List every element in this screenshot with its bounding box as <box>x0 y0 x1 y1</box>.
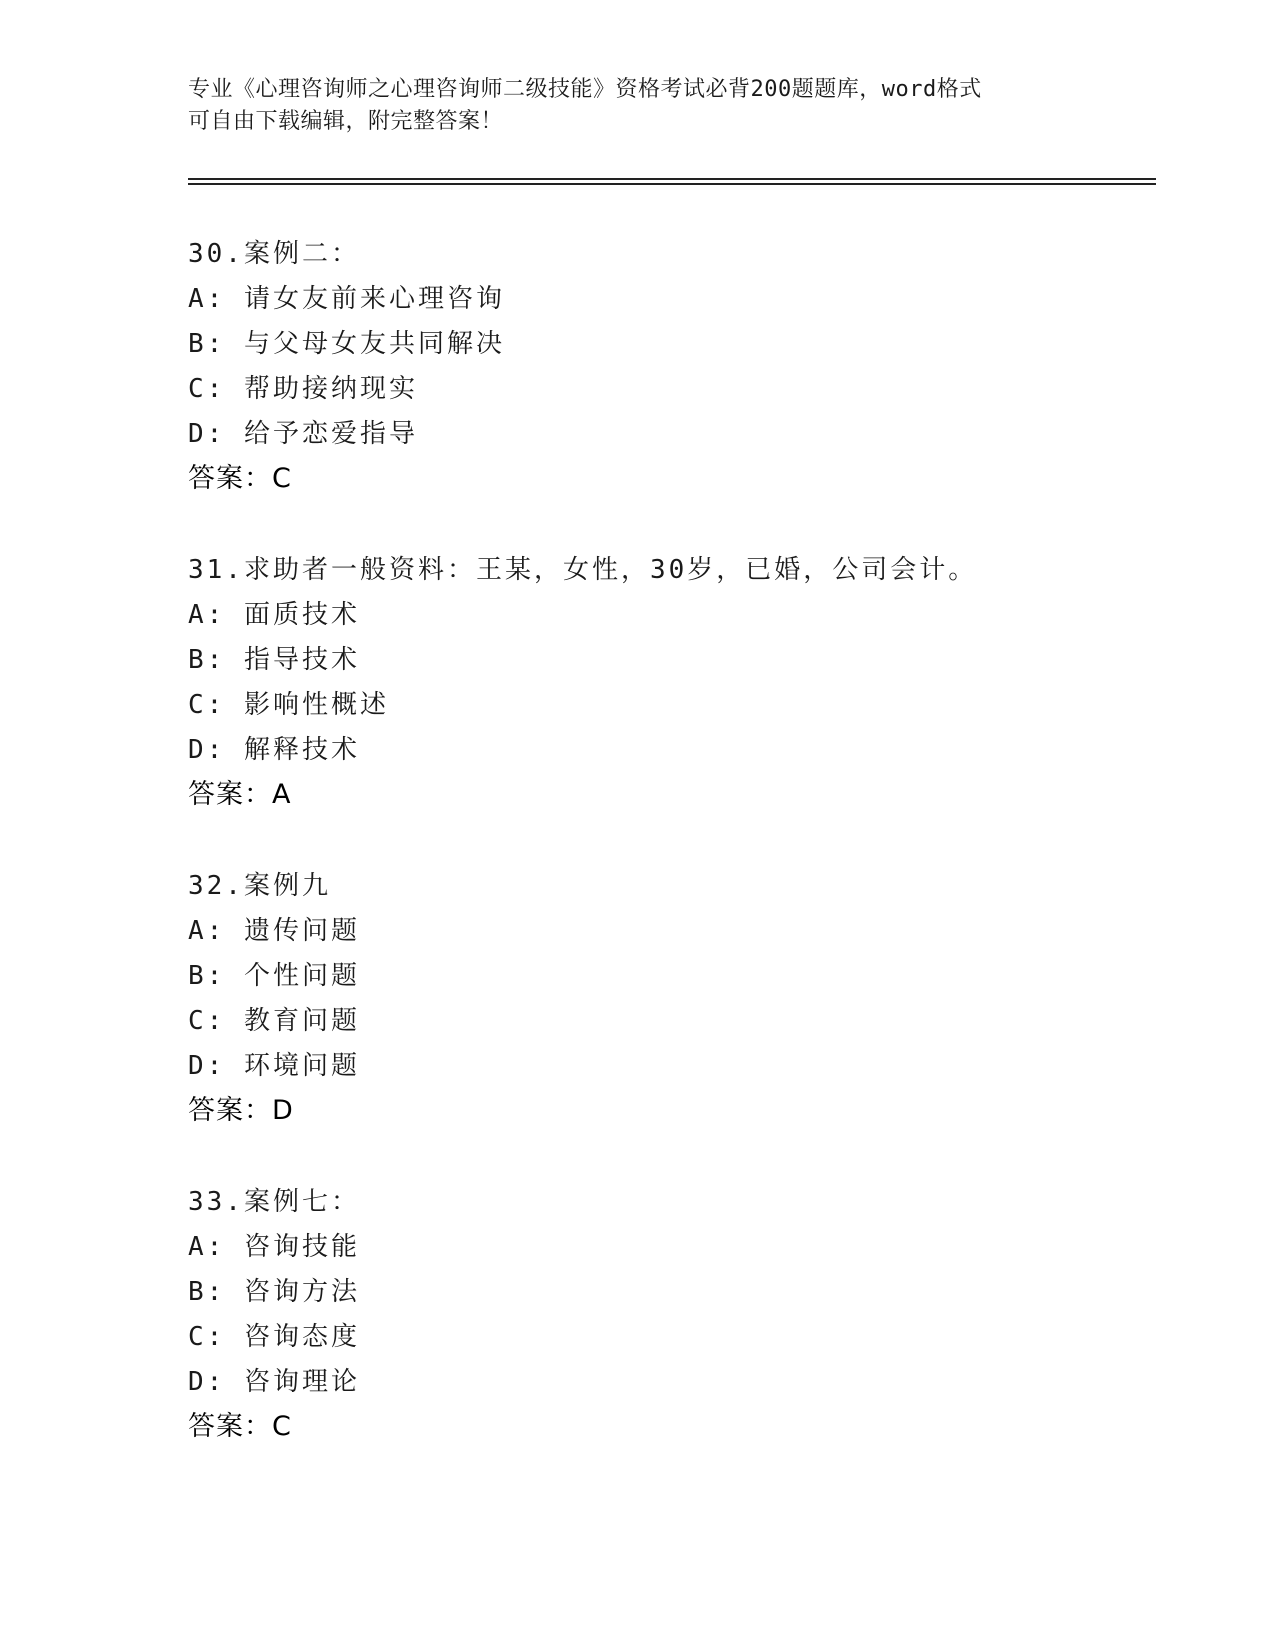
option-c: C: 教育问题 <box>188 1006 360 1036</box>
option-c: C: 咨询态度 <box>188 1322 360 1352</box>
option-b: B: 咨询方法 <box>188 1277 360 1307</box>
answer-label: 答案：D <box>188 1095 294 1126</box>
option-b: B: 与父母女友共同解决 <box>188 329 505 359</box>
option-d: D: 给予恋爱指导 <box>188 419 418 449</box>
option-a: A: 请女友前来心理咨询 <box>188 284 505 314</box>
answer-label: 答案：C <box>188 463 292 494</box>
document-header <box>188 74 1068 138</box>
answer-label: 答案：C <box>188 1411 292 1442</box>
option-b: B: 个性问题 <box>188 961 360 991</box>
header-line-2: 可自由下载编辑，附完整答案！ <box>188 109 504 134</box>
header-line-1: 专业《心理咨询师之心理咨询师二级技能》资格考试必背200题题库，word格式 <box>188 77 982 102</box>
option-a: A: 面质技术 <box>188 600 360 630</box>
question-stem: 32.案例九 <box>188 871 331 901</box>
header-divider-bottom <box>188 183 1156 185</box>
option-a: A: 咨询技能 <box>188 1232 360 1262</box>
question-stem: 33.案例七： <box>188 1187 360 1217</box>
question-stem: 31.求助者一般资料：王某，女性，30岁，已婚，公司会计。 <box>188 555 978 585</box>
option-d: D: 环境问题 <box>188 1051 360 1081</box>
option-c: C: 影响性概述 <box>188 690 389 720</box>
option-c: C: 帮助接纳现实 <box>188 374 418 404</box>
question-stem: 30.案例二： <box>188 239 360 269</box>
option-d: D: 解释技术 <box>188 735 360 765</box>
option-b: B: 指导技术 <box>188 645 360 675</box>
answer-label: 答案：A <box>188 779 292 810</box>
option-d: D: 咨询理论 <box>188 1367 360 1397</box>
header-divider-top <box>188 178 1156 180</box>
option-a: A: 遗传问题 <box>188 916 360 946</box>
